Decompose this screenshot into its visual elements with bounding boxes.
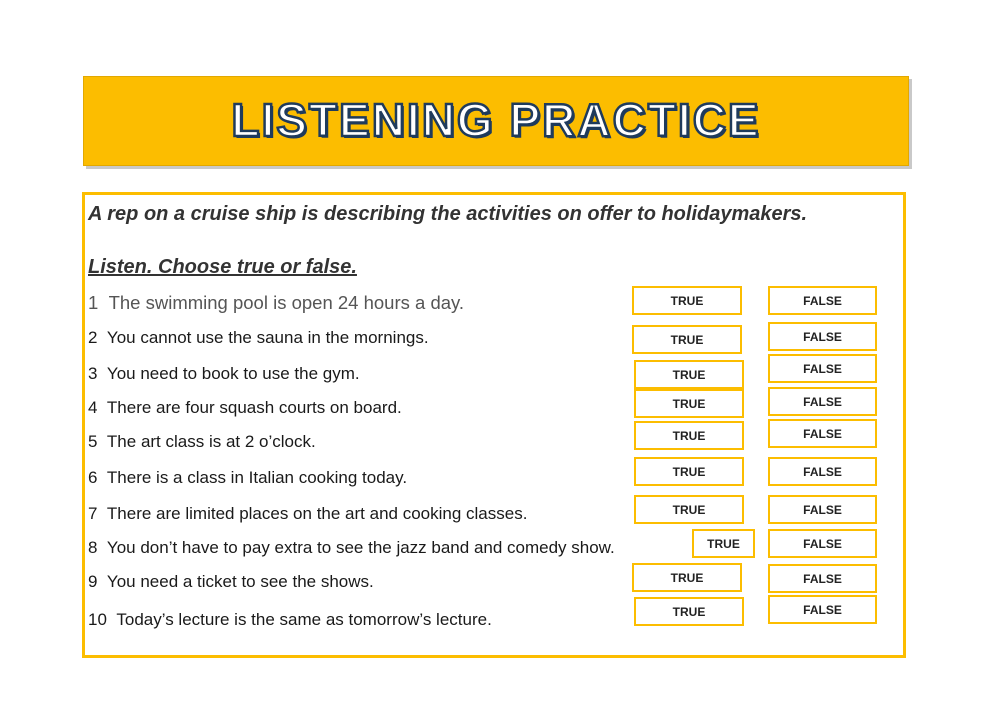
statement-8: 8 You don’t have to pay extra to see the jazz band and comedy show. bbox=[88, 538, 615, 557]
statement-9: 9 You need a ticket to see the shows. bbox=[88, 572, 374, 591]
statement-3: 3 You need to book to use the gym. bbox=[88, 364, 360, 383]
true-button-3[interactable]: TRUE bbox=[634, 360, 744, 389]
false-button-3[interactable]: FALSE bbox=[768, 354, 877, 383]
intro-text: A rep on a cruise ship is describing the activities on offer to holidaymakers. bbox=[88, 203, 808, 225]
instruction-text: Listen. Choose true or false. bbox=[88, 256, 357, 278]
statement-6: 6 There is a class in Italian cooking today. bbox=[88, 468, 408, 487]
true-button-8[interactable]: TRUE bbox=[692, 529, 755, 558]
page-title: LISTENING PRACTICE bbox=[231, 94, 761, 146]
true-button-7[interactable]: TRUE bbox=[634, 495, 744, 524]
statement-10: 10 Today’s lecture is the same as tomorrow’s lecture. bbox=[88, 610, 492, 629]
true-button-6[interactable]: TRUE bbox=[634, 457, 744, 486]
false-button-8[interactable]: FALSE bbox=[768, 529, 877, 558]
statement-5: 5 The art class is at 2 o’clock. bbox=[88, 432, 316, 451]
false-button-4[interactable]: FALSE bbox=[768, 387, 877, 416]
statement-2: 2 You cannot use the sauna in the mornings. bbox=[88, 328, 429, 347]
true-button-5[interactable]: TRUE bbox=[634, 421, 744, 450]
false-button-9[interactable]: FALSE bbox=[768, 564, 877, 593]
false-button-7[interactable]: FALSE bbox=[768, 495, 877, 524]
false-button-2[interactable]: FALSE bbox=[768, 322, 877, 351]
false-button-10[interactable]: FALSE bbox=[768, 595, 877, 624]
true-button-2[interactable]: TRUE bbox=[632, 325, 742, 354]
true-button-4[interactable]: TRUE bbox=[634, 389, 744, 418]
false-button-1[interactable]: FALSE bbox=[768, 286, 877, 315]
false-button-5[interactable]: FALSE bbox=[768, 419, 877, 448]
false-button-6[interactable]: FALSE bbox=[768, 457, 877, 486]
statement-7: 7 There are limited places on the art and cooking classes. bbox=[88, 504, 528, 523]
statement-1: 1 The swimming pool is open 24 hours a day. bbox=[88, 292, 465, 313]
statement-4: 4 There are four squash courts on board. bbox=[88, 398, 402, 417]
true-button-9[interactable]: TRUE bbox=[632, 563, 742, 592]
true-button-10[interactable]: TRUE bbox=[634, 597, 744, 626]
title-banner bbox=[83, 76, 909, 166]
true-button-1[interactable]: TRUE bbox=[632, 286, 742, 315]
